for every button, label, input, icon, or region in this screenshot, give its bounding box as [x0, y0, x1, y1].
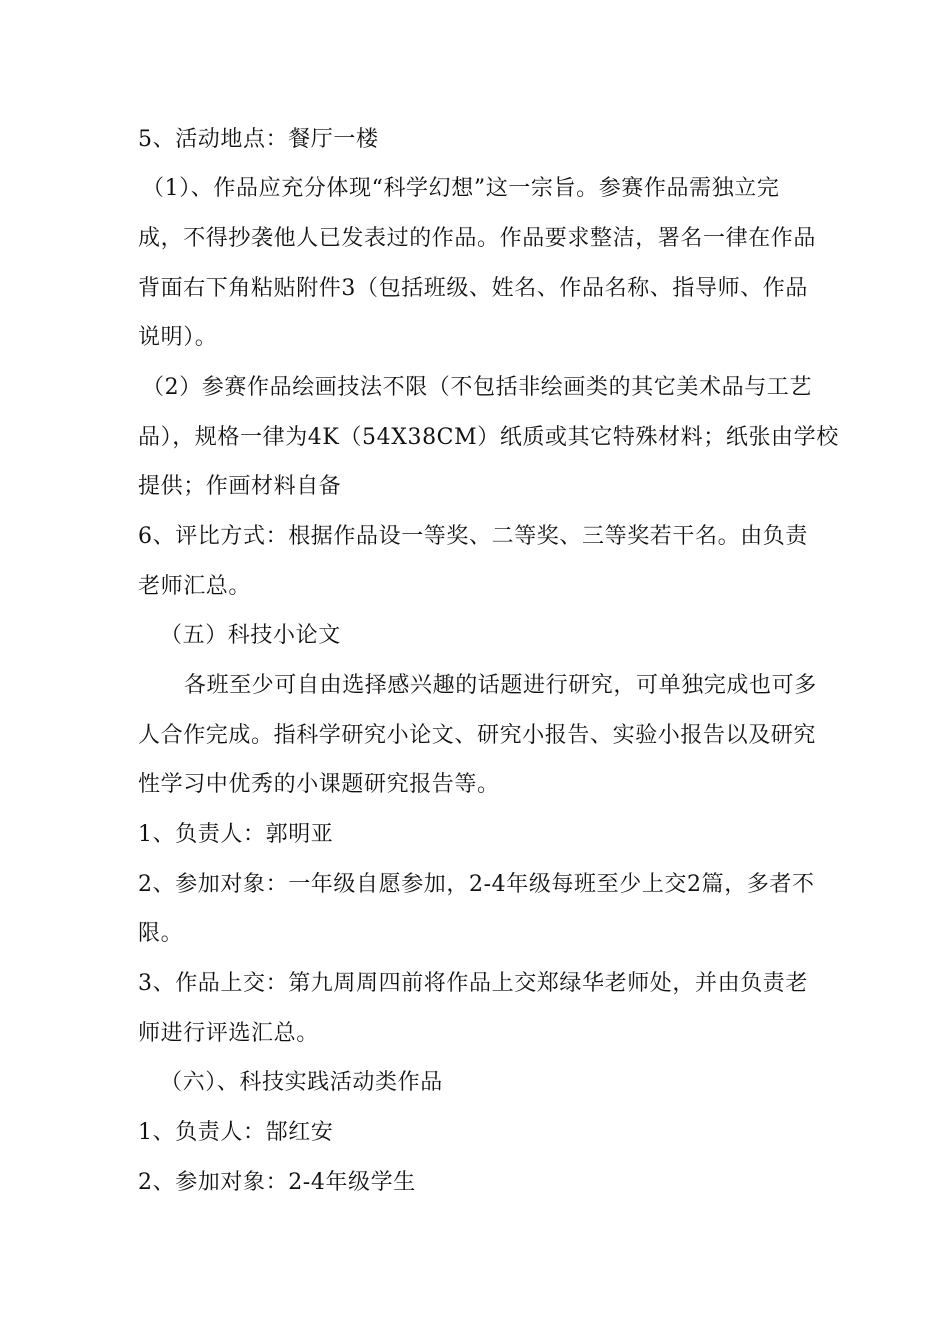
- text-line: 3、作品上交：第九周周四前将作品上交郑绿华老师处，并由负责老: [138, 971, 808, 996]
- text-line: 背面右下角粘贴附件3（包括班级、姓名、作品名称、指导师、作品: [138, 276, 808, 301]
- text-line: 各班至少可自由选择感兴趣的话题进行研究，可单独完成也可多: [184, 673, 817, 698]
- text-line: 5、活动地点：餐厅一楼: [138, 127, 379, 152]
- section-heading: （六）、科技实践活动类作品: [160, 1070, 443, 1095]
- text-line: 师进行评选汇总。: [138, 1021, 319, 1046]
- text-line: 性学习中优秀的小课题研究报告等。: [138, 772, 500, 797]
- text-line: 1、负责人：郭明亚: [138, 822, 334, 847]
- text-line: 提供；作画材料自备: [138, 474, 342, 499]
- text-line: 限。: [138, 921, 184, 946]
- text-line: 人合作完成。指科学研究小论文、研究小报告、实验小报告以及研究: [138, 723, 817, 748]
- text-line: 说明）。: [138, 325, 218, 350]
- text-line: 2、参加对象：2-4年级学生: [138, 1170, 416, 1195]
- text-line: （2）参赛作品绘画技法不限（不包括非绘画类的其它美术品与工艺: [142, 375, 812, 400]
- text-line: 2、参加对象：一年级自愿参加，2-4年级每班至少上交2篇，多者不: [138, 872, 815, 897]
- text-line: 1、负责人：郜红安: [138, 1120, 334, 1145]
- text-line: 品），规格一律为4K（54X38CM）纸质或其它特殊材料；纸张由学校: [138, 425, 839, 450]
- text-line: 成，不得抄袭他人已发表过的作品。作品要求整洁，署名一律在作品: [138, 226, 817, 251]
- section-heading: （五）科技小论文: [160, 623, 341, 648]
- text-line: 6、评比方式：根据作品设一等奖、二等奖、三等奖若干名。由负责: [138, 524, 808, 549]
- text-line: 老师汇总。: [138, 574, 252, 599]
- text-line: （1）、作品应充分体现“科学幻想”这一宗旨。参赛作品需独立完: [142, 176, 780, 201]
